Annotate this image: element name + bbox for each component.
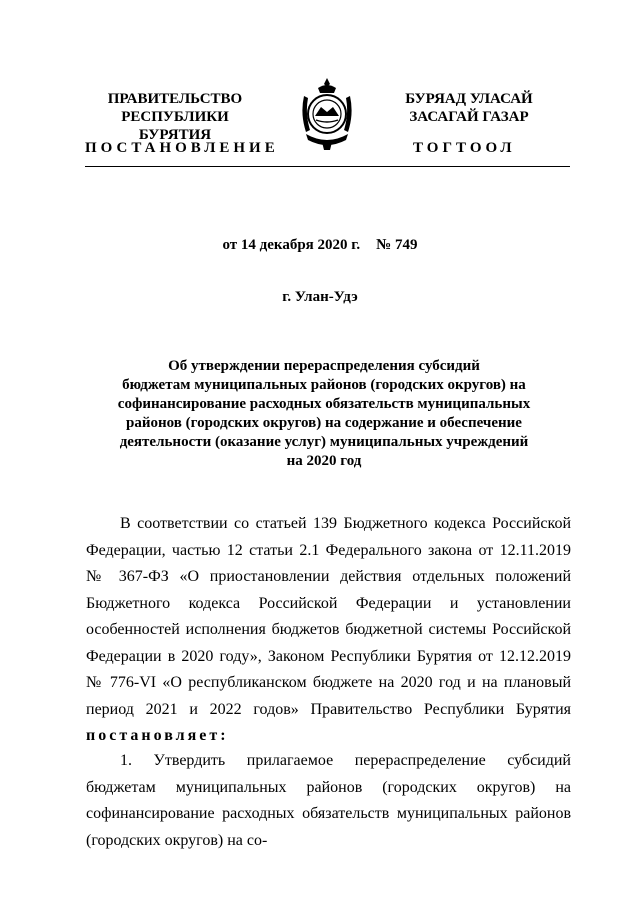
document-title bbox=[110, 357, 538, 471]
header-divider bbox=[85, 166, 570, 167]
document-number: № 749 bbox=[376, 237, 418, 253]
document-date: от 14 декабря 2020 г. bbox=[222, 237, 361, 253]
header-left-org-line: ПРАВИТЕЛЬСТВО bbox=[107, 91, 243, 107]
title-line: районов (городских округов) на содержание и обеспечение bbox=[126, 415, 522, 431]
resolution-keyword: постановляет: bbox=[86, 727, 229, 744]
document-date-line bbox=[0, 237, 640, 254]
title-line: бюджетам муниципальных районов (городских округов) на bbox=[122, 377, 526, 393]
title-line: деятельности (оказание услуг) муниципальных учреждений bbox=[119, 434, 529, 450]
coat-of-arms-buryatia-icon bbox=[296, 76, 358, 152]
preamble-text: В соответствии со статьей 139 Бюджетного кодекса Российской Федерации, частью 12 статьи 2.1 Федерального закона от 12.11.2019 № 367-ФЗ «О приостановлении действия отдельных положений Бюджетного кодекса Российской Федерации и установлении особенностей исполнения бюджетов бюджетной системы Российской Федерации в 2020 году», Законом Республики Бурятия от 12.12.2019 № 776-VI «О республиканском бюджете на 2020 год и на плановый период 2021 и 2022 годов» Правительство Республики Бурятия bbox=[86, 515, 571, 718]
header-right-org-line: ЗАСАГАЙ ГАЗАР bbox=[409, 109, 529, 125]
body-paragraph-item-1: 1. Утвердить прилагаемое перераспределение субсидий бюджетам муниципальных районов (городских округов) на софинансирование расходных обязательств муниципальных районов (городских округов) на со- bbox=[86, 752, 571, 849]
header-left-doc-type: ПОСТАНОВЛЕНИЕ bbox=[85, 140, 279, 156]
header-right-org bbox=[384, 90, 554, 126]
header-left-org-line: РЕСПУБЛИКИ БУРЯТИЯ bbox=[121, 109, 229, 143]
title-line: софинансирование расходных обязательств муниципальных bbox=[117, 396, 531, 412]
header-right-org-line: БУРЯАД УЛАСАЙ bbox=[405, 91, 533, 107]
document-city: г. Улан-Удэ bbox=[282, 289, 358, 305]
header-left-org bbox=[84, 90, 266, 144]
title-line: Об утверждении перераспределения субсидий bbox=[168, 358, 480, 374]
body-paragraph-preamble bbox=[86, 511, 571, 750]
title-line: на 2020 год bbox=[286, 453, 362, 469]
header-right-doc-type: ТОГТООЛ bbox=[413, 140, 516, 156]
